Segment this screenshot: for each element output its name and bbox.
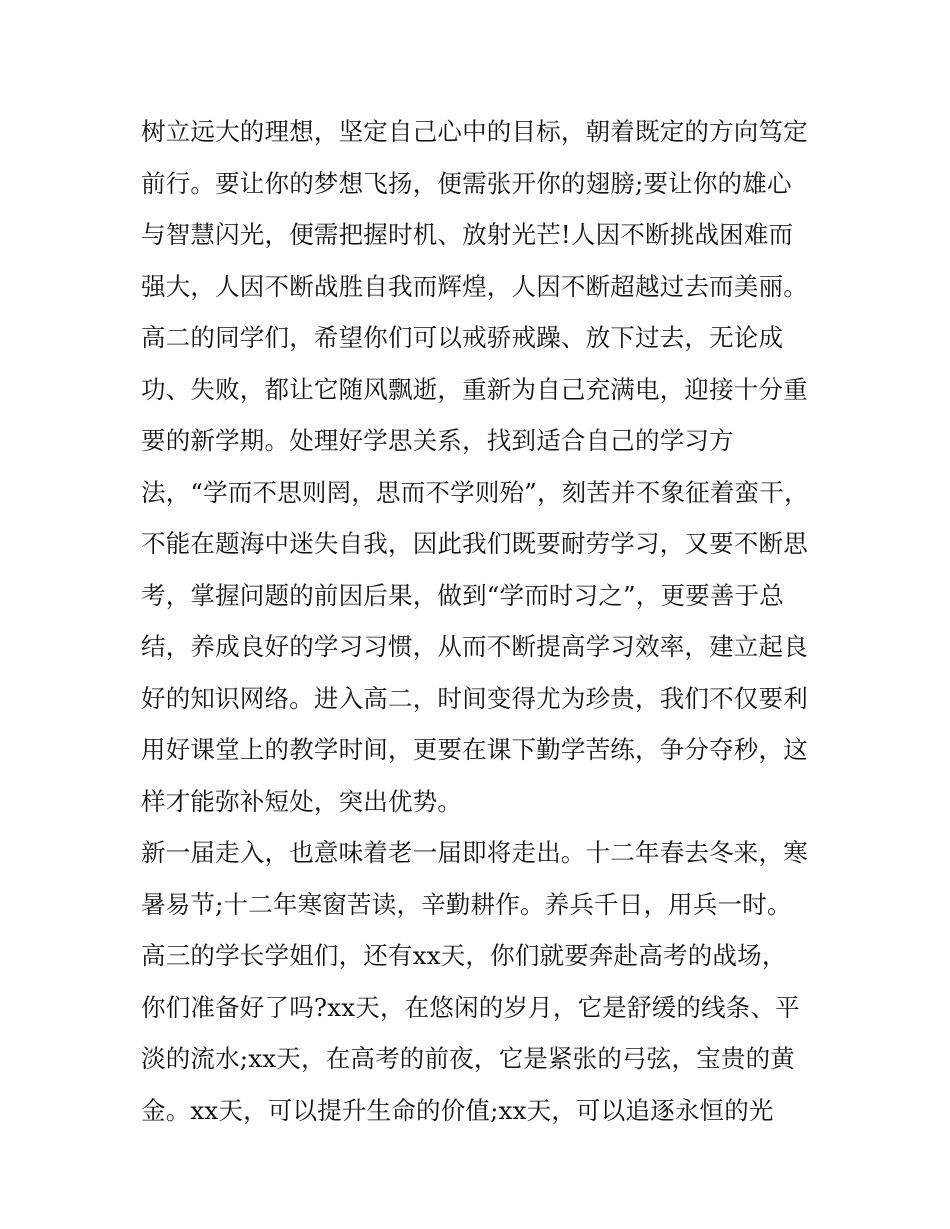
text-line-13: 用好课堂上的教学时间，更要在课下勤学苦练，争分夺秒，这 (141, 735, 808, 764)
text-line-20: 金。xx天，可以提升生命的价值;xx天，可以追逐永恒的光 (141, 1095, 774, 1125)
text-line-9: 不能在题海中迷失自我，因此我们既要耐劳学习，又要不断思 (141, 529, 808, 558)
text-line-7: 要的新学期。处理好学思关系，找到适合自己的学习方 (141, 426, 734, 455)
text-line-3: 与智慧闪光，便需把握时机、放射光芒!人因不断挑战困难而 (141, 220, 794, 249)
text-line-17: 高三的学长学姐们，还有xx天，你们就要奔赴高考的战场， (141, 941, 787, 970)
text-line-14: 样才能弥补短处，突出优势。 (141, 786, 463, 816)
text-line-8: 法，“学而不思则罔，思而不学则殆”，刻苦并不象征着蛮干， (141, 477, 809, 507)
text-line-18: 你们准备好了吗?xx天，在悠闲的岁月，它是舒缓的线条、平 (141, 992, 800, 1022)
text-line-16: 暑易节;十二年寒窗苦读，辛勤耕作。养兵千日，用兵一时。 (141, 889, 792, 919)
text-line-10: 考，掌握问题的前因后果，做到“学而时习之”，更要善于总 (141, 580, 784, 610)
text-line-1: 树立远大的理想，坚定自己心中的目标，朝着既定的方向笃定 (141, 117, 808, 146)
text-line-4: 强大，人因不断战胜自我而辉煌，人因不断超越过去而美丽。 (141, 271, 808, 301)
text-line-2: 前行。要让你的梦想飞扬，便需张开你的翅膀;要让你的雄心 (141, 168, 792, 198)
text-line-19: 淡的流水;xx天，在高考的前夜，它是紧张的弓弦，宝贵的黄 (141, 1044, 795, 1073)
text-line-5: 高二的同学们，希望你们可以戒骄戒躁、放下过去，无论成 (141, 323, 784, 352)
text-line-12: 好的知识网络。进入高二，时间变得尤为珍贵，我们不仅要利 (141, 683, 808, 713)
text-line-15: 新一届走入，也意味着老一届即将走出。十二年春去冬来，寒 (141, 838, 808, 867)
text-line-11: 结，养成良好的学习习惯，从而不断提高学习效率，建立起良 (141, 632, 808, 661)
text-line-6: 功、失败，都让它随风飘逝，重新为自己充满电，迎接十分重 (141, 374, 808, 404)
body-text (141, 106, 831, 1136)
